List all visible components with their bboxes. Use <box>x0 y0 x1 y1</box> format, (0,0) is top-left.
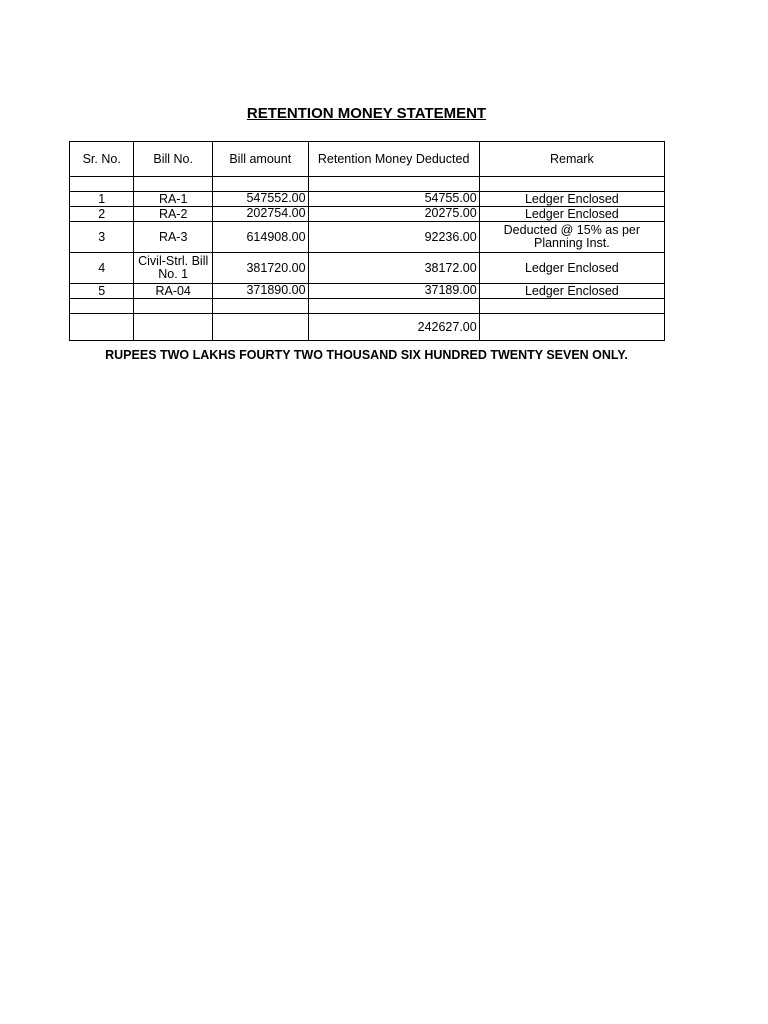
cell-bill-no: RA-1 <box>134 192 213 207</box>
total-retention: 242627.00 <box>308 314 479 341</box>
cell-bill-amount: 547552.00 <box>212 192 308 207</box>
cell-remark: Ledger Enclosed <box>479 253 664 284</box>
cell-sr: 1 <box>70 192 134 207</box>
cell-retention: 20275.00 <box>308 207 479 222</box>
header-remark: Remark <box>479 142 664 177</box>
cell-bill-no: RA-3 <box>134 222 213 253</box>
retention-table <box>69 141 665 341</box>
cell-bill-no: RA-2 <box>134 207 213 222</box>
header-retention: Retention Money Deducted <box>308 142 479 177</box>
cell-bill-amount: 381720.00 <box>212 253 308 284</box>
cell-retention: 38172.00 <box>308 253 479 284</box>
cell-sr: 2 <box>70 207 134 222</box>
cell-remark: Deducted @ 15% as per Planning Inst. <box>479 222 664 253</box>
cell-remark: Ledger Enclosed <box>479 192 664 207</box>
cell-bill-amount: 371890.00 <box>212 284 308 299</box>
header-bill-no: Bill No. <box>134 142 213 177</box>
cell-bill-amount: 202754.00 <box>212 207 308 222</box>
cell-bill-amount: 614908.00 <box>212 222 308 253</box>
cell-retention: 54755.00 <box>308 192 479 207</box>
header-bill-amount: Bill amount <box>212 142 308 177</box>
table-row <box>70 192 665 207</box>
table-spacer-row <box>70 299 665 314</box>
cell-bill-no: RA-04 <box>134 284 213 299</box>
cell-retention: 37189.00 <box>308 284 479 299</box>
table-row <box>70 253 665 284</box>
cell-remark: Ledger Enclosed <box>479 207 664 222</box>
table-total-row <box>70 314 665 341</box>
table-row <box>70 207 665 222</box>
amount-in-words: RUPEES TWO LAKHS FOURTY TWO THOUSAND SIX HUNDRED TWENTY SEVEN ONLY. <box>105 348 628 362</box>
table-spacer-row <box>70 177 665 192</box>
header-sr-no: Sr. No. <box>70 142 134 177</box>
cell-retention: 92236.00 <box>308 222 479 253</box>
table-row <box>70 284 665 299</box>
cell-sr: 3 <box>70 222 134 253</box>
cell-sr: 4 <box>70 253 134 284</box>
table-row <box>70 222 665 253</box>
cell-remark: Ledger Enclosed <box>479 284 664 299</box>
table-header-row <box>70 142 665 177</box>
cell-sr: 5 <box>70 284 134 299</box>
page-title: RETENTION MONEY STATEMENT <box>246 105 487 122</box>
cell-bill-no: Civil-Strl. Bill No. 1 <box>134 253 213 284</box>
